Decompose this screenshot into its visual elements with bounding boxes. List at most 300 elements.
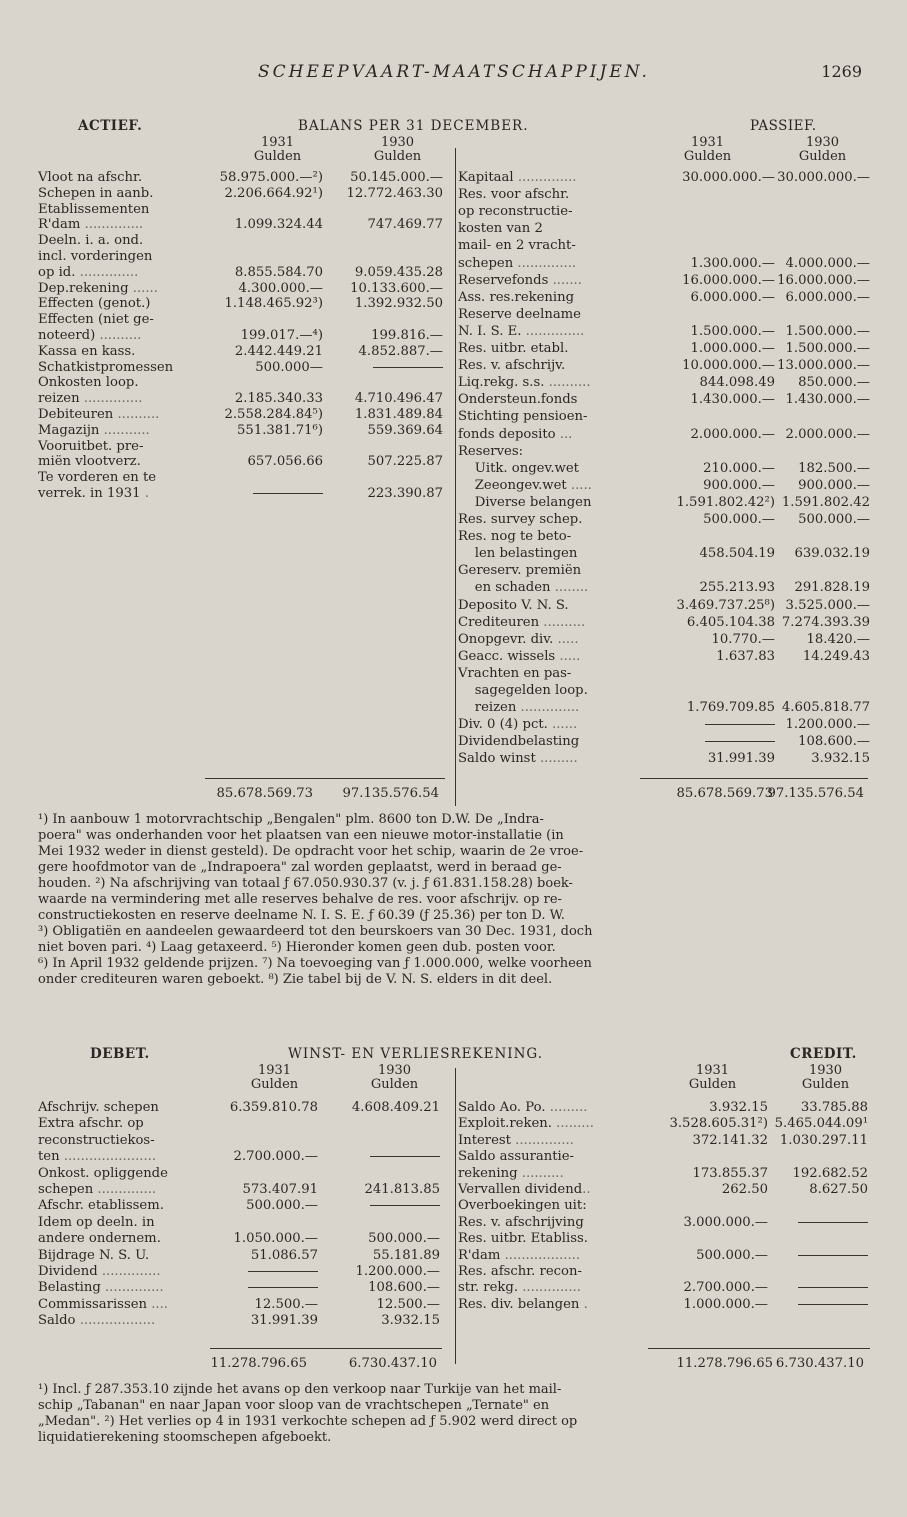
label-text: Dividendbelasting	[458, 734, 580, 750]
balance-col-header-actief-1930	[360, 136, 435, 164]
passief-value-v2: 850.000.—	[798, 375, 870, 391]
credit-row	[458, 1166, 868, 1182]
actief-value-v2: 199.816.—	[371, 328, 443, 343]
debet-row	[38, 1231, 440, 1247]
actief-row	[38, 360, 443, 376]
passief-value-v2: 182.500.—	[798, 460, 870, 476]
passief-label	[458, 256, 576, 272]
leader-dots: ..........	[539, 614, 586, 630]
passief-row	[458, 478, 870, 494]
actief-value-v1: 8.855.584.70	[234, 264, 323, 280]
passief-value-v1: 900.000.—	[703, 477, 775, 493]
col-year: 1930	[805, 135, 840, 150]
debet-label	[38, 1100, 159, 1116]
passief-value-v2: 30.000.000.—	[777, 170, 870, 185]
col-year: 1931	[690, 135, 725, 150]
debet-label	[38, 1297, 168, 1313]
passief-row	[458, 392, 870, 408]
debet-value-v2: 12.500.—	[376, 1296, 440, 1312]
label-text: Vooruitbet. pre-	[38, 438, 144, 454]
credit-value-v1: 173.855.37	[692, 1165, 768, 1181]
passief-row	[458, 598, 870, 614]
debet-label	[38, 1264, 161, 1280]
actief-value-v2: 50.145.000.—	[350, 170, 443, 185]
actief-value-v2: 9.059.435.28	[354, 264, 443, 280]
passief-row	[458, 358, 870, 374]
actief-value-v1: 657.056.66	[247, 454, 323, 470]
label-text: Deeln. i. a. ond.	[38, 233, 144, 249]
dash-rule	[370, 1205, 440, 1206]
passief-row	[458, 649, 870, 665]
actief-label	[38, 486, 149, 502]
label-text: Onkost. opliggende	[38, 1165, 168, 1181]
passief-value-v1: 6.405.104.38	[686, 614, 775, 630]
debet-label	[38, 1182, 156, 1198]
leader-dots: ..............	[513, 170, 577, 185]
actief-label	[38, 454, 141, 470]
passief-value-v1: 210.000.—	[703, 460, 775, 476]
empty-dash	[373, 360, 443, 376]
debet-value-v2: 108.600.—	[368, 1280, 440, 1296]
label-text: Res. v. afschrijving	[458, 1214, 584, 1230]
passief-label	[458, 563, 581, 579]
passief-value-v1: 844.098.49	[699, 375, 775, 391]
label-text: Vervallen dividend	[458, 1182, 583, 1197]
leader-dots: .	[579, 1296, 588, 1312]
passief-value-v2: 7.274.393.39	[781, 614, 870, 630]
col-unit: Gulden	[253, 149, 302, 164]
debet-label	[38, 1248, 149, 1264]
passief-label	[458, 683, 588, 699]
debet-value-v2: 3.932.15	[381, 1313, 440, 1329]
passief-value-v1: 1.500.000.—	[690, 323, 775, 339]
dash-rule	[798, 1222, 868, 1223]
passief-label	[458, 529, 571, 545]
leader-dots: ..............	[521, 323, 585, 339]
passief-label	[458, 649, 580, 665]
passief-value-v2: 4.000.000.—	[785, 255, 870, 271]
passief-value-v1: 3.469.737.25⁸)	[676, 597, 775, 613]
actief-row	[38, 486, 443, 502]
passief-row	[458, 375, 870, 391]
label-text: Bijdrage N. S. U.	[38, 1247, 150, 1263]
label-text: Onopgevr. div.	[458, 631, 554, 647]
debet-row	[38, 1198, 440, 1214]
label-text: Div. 0 (4) pct.	[458, 717, 548, 733]
passief-row	[458, 273, 870, 289]
passief-value-v2: 2.000.000.—	[785, 426, 870, 442]
label-text: Liq.rekg. s.s.	[458, 375, 545, 391]
label-text: Commissarissen	[38, 1296, 148, 1312]
passief-row	[458, 427, 870, 443]
actief-label	[38, 470, 156, 486]
passief-value-v2: 1.200.000.—	[785, 717, 870, 733]
credit-value-v1: 500.000.—	[696, 1247, 768, 1263]
passief-value-v1: 10.770.—	[711, 631, 775, 647]
passief-label	[458, 444, 523, 460]
col-unit: Gulden	[370, 1077, 419, 1092]
passief-row	[458, 204, 870, 220]
dash-rule	[373, 367, 443, 368]
actief-row	[38, 391, 443, 407]
leader-dots: .	[140, 486, 149, 501]
label-text: mail- en 2 vracht-	[458, 238, 576, 254]
passief-value-v2: 1.500.000.—	[785, 323, 870, 339]
credit-row	[458, 1198, 868, 1214]
empty-dash	[248, 1280, 318, 1296]
passief-value-v2: 900.000.—	[798, 477, 870, 493]
passief-label	[458, 580, 588, 596]
actief-label	[38, 170, 142, 186]
passief-row	[458, 580, 870, 596]
label-text: incl. vorderingen	[38, 249, 153, 264]
actief-row	[38, 202, 443, 218]
debet-row	[38, 1166, 440, 1182]
actief-row	[38, 407, 443, 423]
actief-value-v1: 2.442.449.21	[234, 343, 323, 359]
leader-dots: ....	[147, 1296, 168, 1312]
label-text: Uitk. ongev.wet	[458, 460, 579, 476]
leader-dots: ..	[582, 1182, 591, 1197]
debet-row	[38, 1248, 440, 1264]
passief-value-v1: 1.430.000.—	[690, 392, 775, 408]
leader-dots: ...........	[99, 422, 150, 438]
label-text: Geacc. wissels	[458, 648, 556, 664]
dash-rule	[248, 1287, 318, 1288]
passief-value-v1: 2.000.000.—	[690, 426, 775, 442]
passief-label	[458, 734, 579, 750]
debet-label	[38, 1313, 155, 1329]
col-year: 1931	[695, 1063, 730, 1078]
credit-label	[458, 1248, 580, 1264]
label-text: Onkosten loop.	[38, 375, 139, 391]
label-text: Belasting	[38, 1280, 101, 1296]
actief-row	[38, 281, 443, 297]
label-text: R'dam	[458, 1247, 501, 1263]
leader-dots: ..............	[80, 217, 144, 233]
actief-row	[38, 454, 443, 470]
label-text: reizen	[38, 391, 80, 407]
label-text: Reserves:	[458, 443, 524, 459]
credit-label	[458, 1166, 564, 1182]
leader-dots: ..................	[75, 1313, 156, 1329]
passief-row	[458, 256, 870, 272]
debet-row	[38, 1264, 440, 1280]
actief-row	[38, 296, 443, 312]
col-year: 1931	[257, 1063, 292, 1078]
leader-dots: ........	[550, 580, 589, 596]
credit-value-v2: 192.682.52	[792, 1165, 868, 1181]
debet-value-v1: 51.086.57	[250, 1247, 318, 1263]
label-text: Te vorderen en te	[38, 470, 157, 486]
debet-value-v2: 4.608.409.21	[351, 1100, 440, 1115]
label-text: Saldo winst	[458, 751, 536, 767]
passief-value-v1: 1.637.83	[716, 648, 775, 664]
passief-label	[458, 307, 581, 323]
credit-label	[458, 1264, 582, 1280]
label-text: fonds deposito	[458, 426, 556, 442]
passief-value-v1: 30.000.000.—	[682, 170, 775, 185]
leader-dots: .....	[566, 477, 592, 493]
credit-row	[458, 1215, 868, 1231]
credit-label	[458, 1133, 574, 1149]
credit-row	[458, 1116, 868, 1132]
balance-col-header-passief-1931	[670, 136, 745, 164]
leader-dots: ..............	[518, 1280, 581, 1296]
label-text: sagegelden loop.	[458, 683, 588, 698]
label-text: Crediteuren	[458, 614, 540, 630]
label-text: Res. afschr. recon-	[458, 1264, 582, 1279]
passief-label	[458, 751, 578, 767]
pl-col-header-credit-1930	[788, 1064, 863, 1092]
label-text: Schepen in aanb.	[38, 185, 154, 201]
label-text: Extra afschr. op	[38, 1116, 144, 1132]
passief-row	[458, 512, 870, 528]
actief-value-v2: 559.369.64	[367, 422, 443, 438]
dash-rule	[370, 1156, 440, 1157]
passief-value-v2: 108.600.—	[798, 734, 870, 750]
actief-label	[38, 249, 152, 265]
debet-total-1930: 6.730.437.10	[348, 1356, 437, 1371]
col-unit: Gulden	[373, 149, 422, 164]
debet-label	[38, 1231, 161, 1247]
credit-label	[458, 1149, 574, 1165]
leader-dots: ..........	[544, 375, 591, 391]
passief-label	[458, 495, 591, 511]
actief-value-v2: 1.392.932.50	[354, 296, 443, 312]
debet-value-v1: 500.000.—	[246, 1198, 318, 1214]
label-text: R'dam	[38, 217, 81, 233]
actief-row	[38, 217, 443, 233]
debet-row	[38, 1149, 440, 1165]
dash-rule	[798, 1304, 868, 1305]
col-unit: Gulden	[688, 1077, 737, 1092]
label-text: noteerd)	[38, 328, 96, 343]
label-text: Res. survey schep.	[458, 512, 583, 527]
actief-value-v2: 507.225.87	[367, 454, 443, 470]
credit-row	[458, 1149, 868, 1165]
label-text: Vloot na afschr.	[38, 170, 143, 185]
actief-label	[38, 312, 154, 328]
label-text: Schatkistpromessen	[38, 359, 174, 375]
label-text: Diverse belangen	[458, 494, 592, 510]
balance-divider	[455, 148, 456, 806]
col-year: 1931	[260, 135, 295, 150]
passief-total-rule	[640, 778, 868, 779]
dash-rule	[705, 741, 775, 742]
passief-row	[458, 409, 870, 425]
col-unit: Gulden	[250, 1077, 299, 1092]
passief-value-v1: 6.000.000.—	[690, 289, 775, 305]
label-text: Res. uitbr. Etabliss.	[458, 1231, 588, 1247]
leader-dots: ..............	[75, 264, 139, 280]
actief-value-v1: 551.381.71⁶)	[237, 422, 323, 438]
label-text: andere ondernem.	[38, 1231, 161, 1247]
label-text: rekening	[458, 1165, 518, 1181]
credit-row	[458, 1280, 868, 1296]
label-text: op id.	[38, 264, 76, 280]
passief-label	[458, 290, 574, 306]
label-text: Effecten (genot.)	[38, 296, 151, 312]
leader-dots: ..............	[100, 1280, 164, 1296]
passief-label	[458, 187, 569, 203]
debet-row	[38, 1280, 440, 1296]
leader-dots: ..........	[113, 407, 160, 422]
actief-value-v2: 12.772.463.30	[346, 185, 443, 201]
actief-label	[38, 407, 159, 423]
label-text: Saldo assurantie-	[458, 1149, 575, 1165]
debet-value-v1: 1.050.000.—	[233, 1231, 318, 1247]
passief-value-v2: 14.249.43	[802, 648, 870, 664]
passief-row	[458, 238, 870, 254]
empty-dash	[370, 1149, 440, 1165]
actief-value-v2: 4.710.496.47	[354, 391, 443, 407]
passief-row	[458, 751, 870, 767]
credit-row	[458, 1248, 868, 1264]
balance-col-header-actief-1931	[240, 136, 315, 164]
empty-dash	[253, 486, 323, 502]
passief-label	[458, 478, 592, 494]
leader-dots: ...	[555, 426, 573, 442]
label-text: len belastingen	[458, 546, 578, 562]
empty-dash	[705, 734, 775, 750]
credit-row	[458, 1297, 868, 1313]
debet-row	[38, 1116, 440, 1132]
actief-label	[38, 423, 150, 439]
passief-row	[458, 341, 870, 357]
pl-left-caption: DEBET.	[90, 1046, 150, 1062]
label-text: Res. uitbr. etabl.	[458, 341, 569, 356]
label-text: miën vlootverz.	[38, 454, 141, 470]
passief-label	[458, 273, 582, 289]
debet-value-v1: 2.700.000.—	[233, 1149, 318, 1165]
pl-divider	[455, 1068, 456, 1364]
label-text: Dividend	[38, 1264, 98, 1279]
passief-row	[458, 717, 870, 733]
debet-value-v1: 12.500.—	[254, 1296, 318, 1312]
debet-value-v1: 31.991.39	[250, 1313, 318, 1329]
label-text: Ass. res.rekening	[458, 289, 575, 305]
passief-value-v2: 291.828.19	[794, 580, 870, 596]
credit-value-v2: 33.785.88	[800, 1100, 868, 1115]
passief-value-v2: 1.500.000.—	[785, 341, 870, 356]
pl-col-header-debet-1930	[357, 1064, 432, 1092]
label-text: Kassa en kass.	[38, 343, 136, 359]
passief-row	[458, 546, 870, 562]
passief-value-v2: 3.932.15	[811, 751, 870, 767]
actief-value-v2: 1.831.489.84	[354, 407, 443, 422]
leader-dots: .....	[555, 648, 581, 664]
passief-value-v2: 18.420.—	[806, 631, 870, 647]
label-text: op reconstructie-	[458, 204, 573, 220]
label-text: Zeeongev.wet	[458, 477, 567, 493]
passief-row	[458, 324, 870, 340]
credit-total-1930: 6.730.437.10	[775, 1356, 864, 1371]
label-text: reizen	[458, 700, 517, 716]
dash-rule	[798, 1287, 868, 1288]
actief-label	[38, 375, 139, 391]
actief-row	[38, 233, 443, 249]
credit-row	[458, 1182, 868, 1198]
credit-value-v1: 1.000.000.—	[683, 1296, 768, 1312]
passief-value-v1: 16.000.000.—	[682, 272, 775, 288]
label-text: Ondersteun.fonds	[458, 392, 578, 408]
col-year: 1930	[808, 1063, 843, 1078]
label-text: Reservefonds	[458, 272, 549, 288]
actief-row	[38, 170, 443, 186]
leader-dots: .........	[545, 1100, 588, 1115]
debet-label	[38, 1215, 155, 1231]
actief-total-rule	[205, 778, 445, 779]
debet-row	[38, 1297, 440, 1313]
passief-row	[458, 529, 870, 545]
passief-label	[458, 375, 591, 391]
col-unit: Gulden	[798, 149, 847, 164]
passief-label	[458, 204, 573, 220]
passief-row	[458, 307, 870, 323]
page-number: 1269	[821, 62, 862, 81]
passief-row	[458, 563, 870, 579]
page-header-title: SCHEEPVAART-MAATSCHAPPIJEN.	[258, 62, 650, 82]
passief-value-v1: 1.300.000.—	[690, 255, 775, 271]
debet-row	[38, 1182, 440, 1198]
debet-total-rule	[210, 1348, 442, 1349]
label-text: Res. div. belangen	[458, 1296, 580, 1312]
passief-value-v2: 1.591.802.42	[781, 494, 870, 510]
debet-value-v1: 573.407.91	[242, 1182, 318, 1197]
col-unit: Gulden	[801, 1077, 850, 1092]
passief-value-v1: 10.000.000.—	[682, 358, 775, 374]
credit-value-v1: 3.932.15	[709, 1100, 768, 1115]
actief-label	[38, 265, 138, 281]
actief-value-v2: 4.852.887.—	[358, 343, 443, 359]
profit-loss-account	[0, 1046, 907, 1426]
actief-row	[38, 186, 443, 202]
passief-label	[458, 238, 576, 254]
passief-label	[458, 666, 571, 682]
passief-row	[458, 187, 870, 203]
credit-value-v2: 5.465.044.09¹	[774, 1116, 868, 1132]
actief-value-v2: 10.133.600.—	[350, 280, 443, 296]
credit-value-v1: 3.000.000.—	[683, 1214, 768, 1230]
passief-row	[458, 444, 870, 460]
credit-value-v2: 1.030.297.11	[779, 1132, 868, 1148]
leader-dots: ......	[547, 717, 578, 733]
actief-label	[38, 217, 143, 233]
actief-row	[38, 344, 443, 360]
label-text: reconstructiekos-	[38, 1132, 155, 1148]
empty-dash	[798, 1280, 868, 1296]
debet-value-v2: 241.813.85	[364, 1182, 440, 1197]
actief-value-v1: 4.300.000.—	[238, 280, 323, 296]
label-text: Debiteuren	[38, 407, 114, 422]
empty-dash	[798, 1215, 868, 1231]
credit-value-v1: 372.141.32	[692, 1132, 768, 1148]
label-text: Gereserv. premiën	[458, 563, 582, 579]
passief-value-v2: 16.000.000.—	[777, 272, 870, 288]
debet-label	[38, 1116, 144, 1132]
balance-footnotes: ¹) In aanbouw 1 motorvrachtschip „Bengalen" plm. 8600 ton D.W. De „Indra- poera" was onderhanden voor het plaatsen van een nieuwe motor-installatie (in Mei 1932 weder in dienst gesteld). De opdracht voor het schip, waarin de 2e vroe- gere hoofdmotor van de „Indrapoera" zal worden geplaatst, werd in beraad ge- houden. ²) Na afschrijving van totaal ƒ 67.050.930.37 (v. j. ƒ 61.831.158.28) boek- waarde na vermindering met alle reserves behalve de res. voor afschrijv. op re- constructiekosten en reserve deelname N. I. S. E. ƒ 60.39 (ƒ 25.36) per ton D. W. ³) Obligatiën en aandeelen gewaardeerd tot den beurskoers van 30 Dec. 1931, doch niet boven pari. ⁴) Laag getaxeerd. ⁵) Hieronder komen geen dub. posten voor. ⁶) In April 1932 geldende prijzen. ⁷) Na toevoeging van ƒ 1.000.000, welke voorheen onder crediteuren waren geboekt. ⁸) Zie tabel bij de V. N. S. elders in dit deel.	[38, 812, 593, 987]
passief-total-1931: 85.678.569.73	[676, 786, 773, 801]
passief-row	[458, 221, 870, 237]
actief-value-v1: 2.206.664.92¹)	[224, 185, 323, 201]
debet-value-v2: 1.200.000.—	[355, 1264, 440, 1279]
label-text: schepen	[458, 255, 514, 271]
actief-label	[38, 296, 150, 312]
col-unit: Gulden	[683, 149, 732, 164]
col-year: 1930	[377, 1063, 412, 1078]
label-text: Afschrijv. schepen	[38, 1100, 159, 1115]
